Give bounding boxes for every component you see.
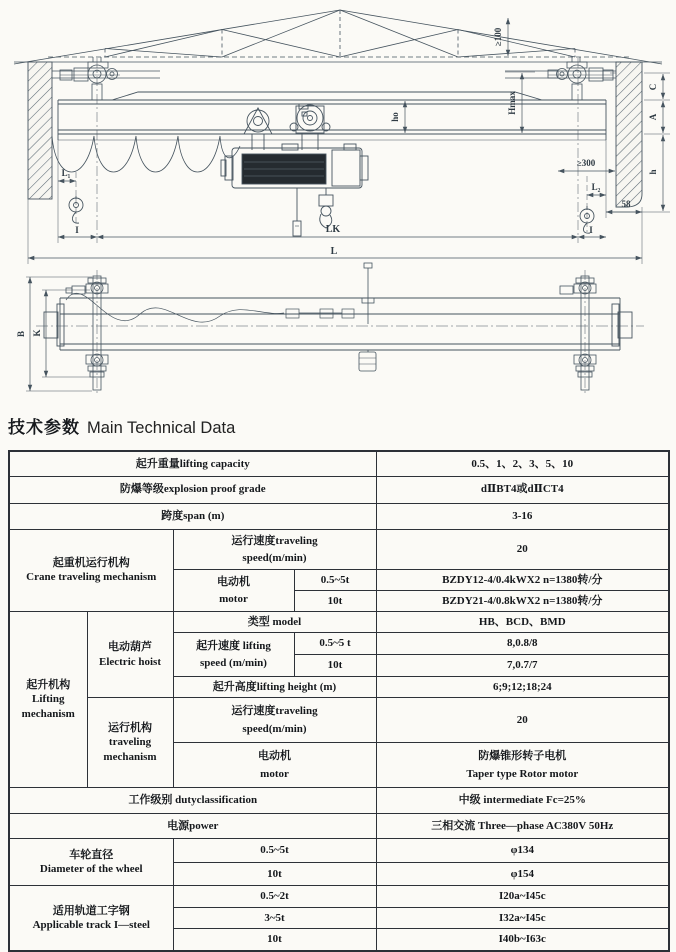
dim-label-c: C: [648, 83, 658, 91]
hoist-trav-speed-zh: 运行速度traveling: [231, 705, 318, 718]
cell-lifting-capacity-value: 0.5、1、2、3、5、10: [376, 451, 669, 476]
crane-traveling-motor-en: motor: [219, 593, 248, 606]
hoist-traveling-en: traveling mechanism: [103, 736, 157, 763]
crane-traveling-motor-zh: 电动机: [217, 575, 250, 588]
cell-hoist-trav-speed-value: 20: [376, 698, 669, 743]
cell-track-value-2: I32a~I45c: [376, 908, 669, 929]
festoon-cable: [52, 136, 240, 172]
section-heading-zh: 技术参数: [8, 418, 80, 437]
cell-power-label: 电源power: [9, 814, 376, 839]
cell-model-value: HB、BCD、BMD: [376, 612, 669, 633]
cell-lift-speed-cap-1: 0.5~5 t: [294, 633, 376, 655]
hoist-trav-motor-en: motor: [260, 767, 289, 780]
hoist-trolley: [221, 105, 368, 188]
dim-label-k: K: [32, 329, 42, 337]
table-row: [9, 476, 669, 503]
cell-span-value: 3-16: [376, 503, 669, 529]
hoist-trav-motor-value-en: Taper type Rotor motor: [466, 767, 579, 780]
cell-explosion-grade-value: dⅡBT4或dⅡCT4: [376, 476, 669, 503]
cell-crane-traveling-motor-label: [173, 570, 294, 612]
table-row: [9, 839, 669, 863]
dim-label-l1: L₁: [61, 168, 71, 178]
dim-label-b: B: [16, 330, 26, 338]
cell-span-label: 跨度span (m): [9, 503, 376, 529]
cell-crane-motor-value-1: BZDY12-4/0.4kWX2 n=1380转/分: [376, 570, 669, 591]
cell-hoist-trav-motor-label: [173, 743, 376, 788]
main-technical-data-table: [8, 450, 670, 952]
track-label-zh: 适用轨道工字钢: [52, 904, 130, 917]
section-heading-en: Main Technical Data: [87, 419, 236, 437]
plan-view: [16, 263, 644, 396]
hook-block: [319, 188, 333, 228]
cell-crane-motor-cap-1: 0.5~5t: [294, 570, 376, 591]
hoist-traveling-zh: 运行机构: [108, 722, 152, 735]
cell-crane-traveling-speed-label: [173, 529, 376, 570]
crane-traveling-group-en: Crane traveling mechanism: [26, 571, 157, 584]
cell-wheel-cap-2: 10t: [173, 863, 376, 886]
cell-explosion-grade-label: 防爆等级explosion proof grade: [9, 476, 376, 503]
crane-traveling-speed-zh: 运行速度traveling: [231, 534, 318, 547]
table-row: [9, 503, 669, 529]
crane-traveling-group-zh: 起重机运行机构: [52, 557, 130, 569]
electric-hoist-zh: 电动葫芦: [108, 641, 152, 654]
cell-lifting-capacity-label: 起升重量lifting capacity: [9, 451, 376, 476]
dim-label-a: A: [648, 113, 658, 121]
front-elevation-view: [14, 10, 670, 264]
cell-power-value: 三相交流 Three—phase AC380V 50Hz: [376, 814, 669, 839]
roof-truss: [14, 10, 662, 64]
crane-technical-drawing: [0, 0, 676, 404]
table-row: [9, 788, 669, 814]
cell-model-label: 类型 model: [173, 612, 376, 633]
lifting-mech-group-en: Lifting mechanism: [21, 693, 75, 720]
dim-label-58: 58: [621, 199, 631, 209]
cell-track-cap-2: 3~5t: [173, 908, 376, 929]
right-wall: [616, 62, 642, 207]
table-row: [9, 886, 669, 908]
track-label-en: Applicable track I—steel: [32, 918, 150, 931]
cell-crane-motor-value-2: BZDY21-4/0.8kWX2 n=1380转/分: [376, 591, 669, 612]
cell-duty-value: 中级 intermediate Fc=25%: [376, 788, 669, 814]
cell-crane-traveling-group: [9, 529, 173, 612]
cell-lift-speed-cap-2: 10t: [294, 655, 376, 677]
end-carriage-right: [548, 57, 613, 100]
wheel-diameter-zh: 车轮直径: [69, 848, 114, 861]
end-carriage-right-plan: [560, 270, 596, 396]
lifting-mech-group-zh: 起升机构: [26, 679, 71, 692]
dim-label-hmax: Hmax: [507, 91, 517, 115]
cell-track-cap-3: 10t: [173, 929, 376, 951]
dim-label-l2: L₂: [591, 182, 601, 192]
lift-speed-zh: 起升速度 lifting: [196, 639, 271, 652]
cell-lift-speed-label: [173, 633, 294, 677]
table-row: [9, 451, 669, 476]
table-row: [9, 814, 669, 839]
cell-duty-label: 工作级别 dutyclassification: [9, 788, 376, 814]
hoist-trav-motor-zh: 电动机: [258, 750, 292, 763]
cell-hoist-trav-speed-label: [173, 698, 376, 743]
cell-track-label: [9, 886, 173, 951]
dim-label-l: L: [330, 246, 338, 257]
dim-label-i-left: I: [75, 225, 79, 235]
bridge-girder: [58, 92, 606, 140]
cell-lifting-height-label: 起升高度lifting height (m): [173, 677, 376, 698]
cell-electric-hoist-label: [87, 612, 173, 698]
pendant-control: [293, 188, 301, 236]
lift-speed-en: speed (m/min): [200, 657, 267, 670]
dim-label-min-side: ≥300: [576, 158, 596, 168]
cell-lifting-height-value: 6;9;12;18;24: [376, 677, 669, 698]
cell-wheel-value-2: φ154: [376, 863, 669, 886]
cell-crane-motor-cap-2: 10t: [294, 591, 376, 612]
cell-crane-traveling-speed-value: 20: [376, 529, 669, 570]
table-row: [9, 698, 669, 743]
hoist-motor: [332, 150, 360, 186]
dim-label-lk: LK: [325, 224, 341, 235]
dim-label-ho: ho: [390, 112, 400, 122]
cell-lifting-mech-group: [9, 612, 87, 788]
cell-wheel-diameter-label: [9, 839, 173, 886]
dim-label-h: h: [648, 169, 658, 175]
electric-hoist-en: Electric hoist: [98, 655, 161, 668]
cell-lift-speed-value-1: 8,0.8/8: [376, 633, 669, 655]
power-feed-plan: [359, 263, 376, 371]
section-heading: [8, 413, 235, 438]
end-carriage-left: [60, 57, 120, 100]
dim-label-i-right: I: [589, 225, 593, 235]
cell-wheel-value-1: φ134: [376, 839, 669, 863]
cell-hoist-trav-motor-value: [376, 743, 669, 788]
cell-lift-speed-value-2: 7,0.7/7: [376, 655, 669, 677]
table-row: [9, 612, 669, 633]
wheel-diameter-en: Diameter of the wheel: [39, 863, 143, 876]
cell-track-value-1: I20a~I45c: [376, 886, 669, 908]
hoist-trav-speed-en: speed(m/min): [242, 722, 307, 735]
left-wall: [28, 62, 52, 199]
cell-track-value-3: I40b~I63c: [376, 929, 669, 951]
cell-track-cap-1: 0.5~2t: [173, 886, 376, 908]
cell-hoist-traveling-group: [87, 698, 173, 788]
crane-traveling-speed-en: speed(m/min): [242, 551, 307, 564]
cell-wheel-cap-1: 0.5~5t: [173, 839, 376, 863]
hoist-trav-motor-value-zh: 防爆锥形转子电机: [478, 750, 567, 763]
dim-label-min-headroom: ≥100: [493, 27, 503, 47]
table-row: [9, 529, 669, 570]
girder-plan: [36, 298, 644, 350]
